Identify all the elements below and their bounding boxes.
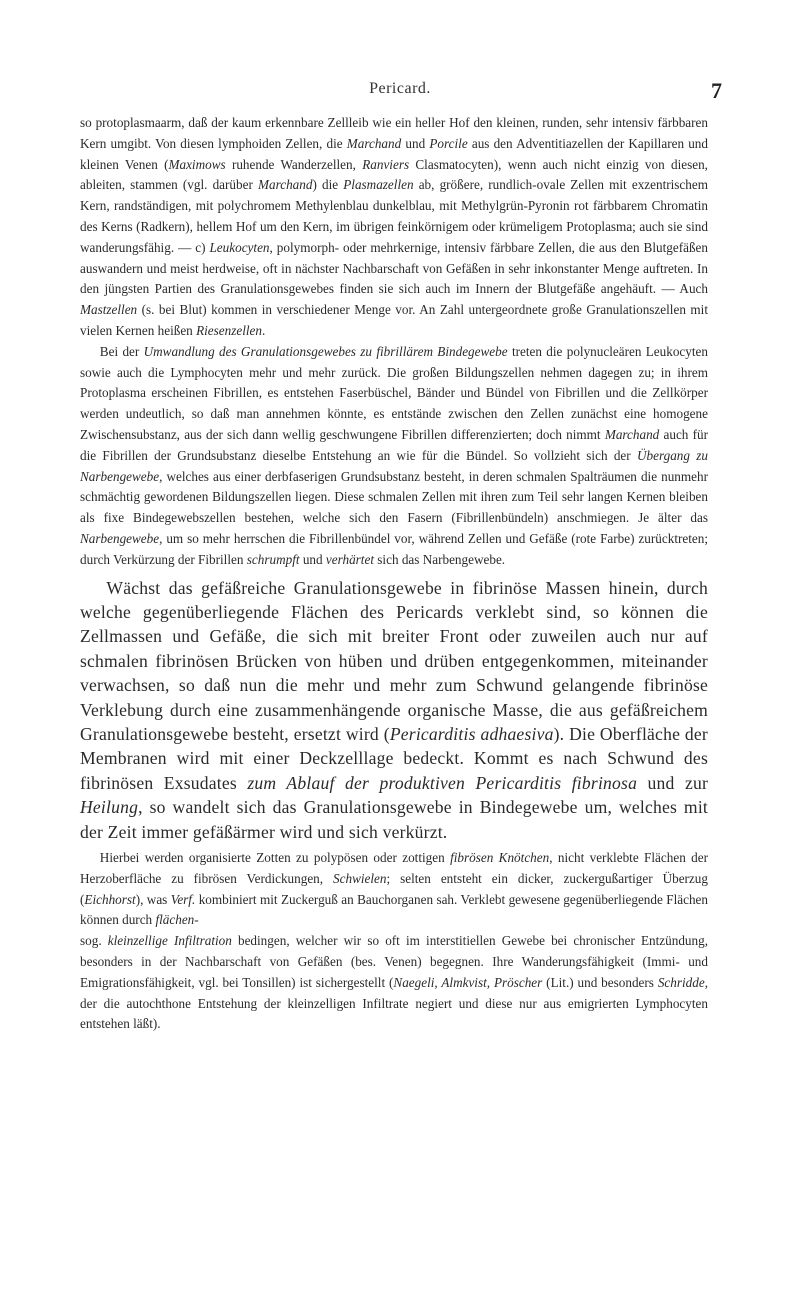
text-run: treten die polynucleären Leukocyten sowie auch die Lymphocyten mehr und mehr zurück. Die großen Bildungszellen nehmen dagegen zu; in ihrem Protoplasma erscheinen Fibrillen, es entstehen Faserbüschel, Bänder und Bündel von Fibrillen und die Zellkörper werden undeutlich, so daß man annehmen könnte, es entstände zwischen den Zellen zunächst eine homogene Zwischensubstanz, aus der sich dann wellig geschwungene Fibrillen differenzierten; doch nimmt <box>80 343 708 442</box>
text-run: und zur <box>637 772 709 793</box>
text-run: Clasmatocyten), wenn auch nicht einzig von diesen, ableiten, stammen (vgl. darüber <box>80 156 708 193</box>
page-header <box>0 80 800 106</box>
page-number: 7 <box>711 78 722 103</box>
text-run: aus den Adventitiazellen der Kapillaren und kleinen Venen ( <box>80 135 708 172</box>
paragraph <box>80 342 708 571</box>
text-run: auch für die Fibrillen der Grundsubstanz dieselbe Entstehung an wie für die Bündel. So vollzieht sich der <box>80 426 708 463</box>
body-text <box>80 113 708 1035</box>
italic-text: Verf. <box>170 891 196 907</box>
italic-text: Schwielen <box>333 870 387 886</box>
italic-text: Übergang zu Narbengewebe <box>80 447 708 484</box>
italic-text: Plasmazellen <box>343 177 414 193</box>
italic-text: Marchand <box>258 177 313 193</box>
italic-text: verhärtet <box>325 551 374 567</box>
italic-text: Schridde <box>657 974 705 990</box>
italic-text: zum Ablauf der produktiven Pericarditis fibrinosa <box>247 772 638 793</box>
text-run: und <box>299 551 326 567</box>
text-run: , so wandelt sich das Granulationsgewebe in Bindegewebe um, welches mit der Zeit immer gefäßärmer wird und sich verkürzt. <box>80 797 708 842</box>
italic-text: fibrösen Knötchen <box>450 850 550 865</box>
italic-text: Mastzellen <box>80 302 138 318</box>
text-run: , der die autochthone Entstehung der kleinzelligen Infiltrate negiert und diese nur aus emigrierten Lymphocyten entstehen läßt). <box>80 974 708 1032</box>
text-run: und <box>401 135 430 151</box>
italic-text: Riesenzellen <box>196 322 262 338</box>
text-run: ) die <box>312 177 344 193</box>
italic-text: flächen- <box>155 912 199 928</box>
italic-text: Marchand <box>604 426 660 442</box>
italic-text: Eichhorst <box>84 891 136 907</box>
text-run: Bei der <box>99 343 144 359</box>
text-run: sich das Narbengewebe. <box>374 551 506 567</box>
text-run: so protoplasmaarm, daß der kaum erkennbare Zellleib wie ein heller Hof den kleinen, runden, sehr intensiv färbbaren Kern umgibt. Von diesen lymphoiden Zellen, die <box>80 115 708 151</box>
italic-text: Leukocyten <box>209 239 270 255</box>
italic-text: schrumpft <box>246 551 300 567</box>
italic-text: Narbengewebe <box>80 530 160 546</box>
italic-text: Heilung <box>80 797 139 818</box>
text-run: , welches aus einer derbfaserigen Grundsubstanz besteht, in deren schmalen Spalträumen die nunmehr schmächtig gewordenen Bildungszellen liegen. Diese schmalen Zellen mit ihren zum Teil sehr langen Kernen bleiben als fixe Bindegewebszellen bestehen, welche sich den Fasern (Fibrillenbündeln) anschmiegen. Je älter das <box>80 468 708 526</box>
italic-text: Porcile <box>429 135 468 151</box>
text-run: , nicht verklebte Flächen der Herzoberfläche zu fibrösen Verdickungen, <box>80 850 708 886</box>
italic-text: Ranviers <box>362 156 410 172</box>
italic-text: Marchand <box>346 135 402 151</box>
text-run: Hierbei werden organisierte Zotten zu polypösen oder zottigen <box>99 850 451 865</box>
text-run: (Lit.) und besonders <box>542 974 658 990</box>
text-run: , polymorph- oder mehrkernige, intensiv färbbare Zellen, die aus den Blutgefäßen auswandern und meist herdweise, oft in nächster Nachbarschaft von Gefäßen in sehr inkonstanter Menge auftreten. In den jüngsten Partien des Granulationsgewebes finden sie sich auch im Innern der Blutgefäße angehäuft. — Auch <box>80 239 708 297</box>
text-run: ruhende Wanderzellen, <box>225 156 363 172</box>
text-run: bedingen, welcher wir so oft im interstitiellen Gewebe bei chronischer Entzündung, besonders in der Nachbarschaft von Gefäßen (bes. Venen) begegnen. Ihre Wanderungsfähigkeit (Immi- und Emigrationsfähigkeit, vgl. bei Tonsillen) ist sichergestellt ( <box>80 933 709 990</box>
italic-text: Umwandlung des Granulationsgewebes zu fibrillärem Bindegewebe <box>143 343 508 359</box>
italic-text: Maximows <box>168 156 226 172</box>
text-run: sog. <box>80 933 108 949</box>
italic-text: Naegeli, Almkvist, Pröscher <box>393 974 543 990</box>
text-run: kombiniert mit Zuckerguß an Bauchorganen sah. Verklebt gewesene gegenüberliegende Flächen können durch <box>80 891 708 928</box>
text-run: . <box>262 322 266 338</box>
paragraph <box>80 848 708 931</box>
paragraph <box>80 113 708 342</box>
italic-text: kleinzellige Infiltration <box>107 933 232 949</box>
text-run: (s. bei Blut) kommen in verschiedener Menge vor. An Zahl untergeordnete große Granulationszellen mit vielen Kernen heißen <box>80 302 708 338</box>
text-run: ), was <box>135 891 171 907</box>
running-title: Pericard. <box>369 80 431 97</box>
text-run: ; selten entsteht ein dicker, zuckergußartiger Überzug ( <box>80 870 708 907</box>
italic-text: Pericarditis adhaesiva <box>389 723 554 744</box>
paragraph <box>80 576 708 844</box>
text-run: ab, größere, rundlich-ovale Zellen mit exzentrischem Kern, randständigen, mit polychromem Methylenblau dunkelblau, mit Methylgrün-Pyronin rot färbbarem Chromatin des Kerns (Radkern), hellem Hof um den Kern, im übrigen feinkörnigem oder krümeligem Protoplasma; auch sie sind wanderungsfähig. — c) <box>80 177 708 255</box>
text-run: Wächst das gefäßreiche Granulationsgewebe in fibrinöse Massen hinein, durch welche gegenüberliegende Flächen des Pericards verklebt sind, so können die Zellmassen und Gefäße, die sich mit breiter Front oder zuweilen auch nur auf schmalen fibrinösen Brücken von hüben und drüben entgegenkommen, miteinander verwachsen, so daß nun die mehr und mehr zum Schwund gelangende fibrinöse Verklebung durch eine zusammenhängende organische Masse, die aus gefäßreichem Granulationsgewebe besteht, ersetzt wird ( <box>80 577 708 744</box>
text-run: , um so mehr herrschen die Fibrillenbündel vor, während Zellen und Gefäße (rote Farbe) zurücktreten; durch Verkürzung der Fibrillen <box>80 530 708 567</box>
paragraph <box>80 931 708 1035</box>
text-run: ). Die Oberfläche der Membranen wird mit einer Deckzelllage bedeckt. Kommt es nach Schwund des fibrinösen Exsudates <box>80 723 708 793</box>
